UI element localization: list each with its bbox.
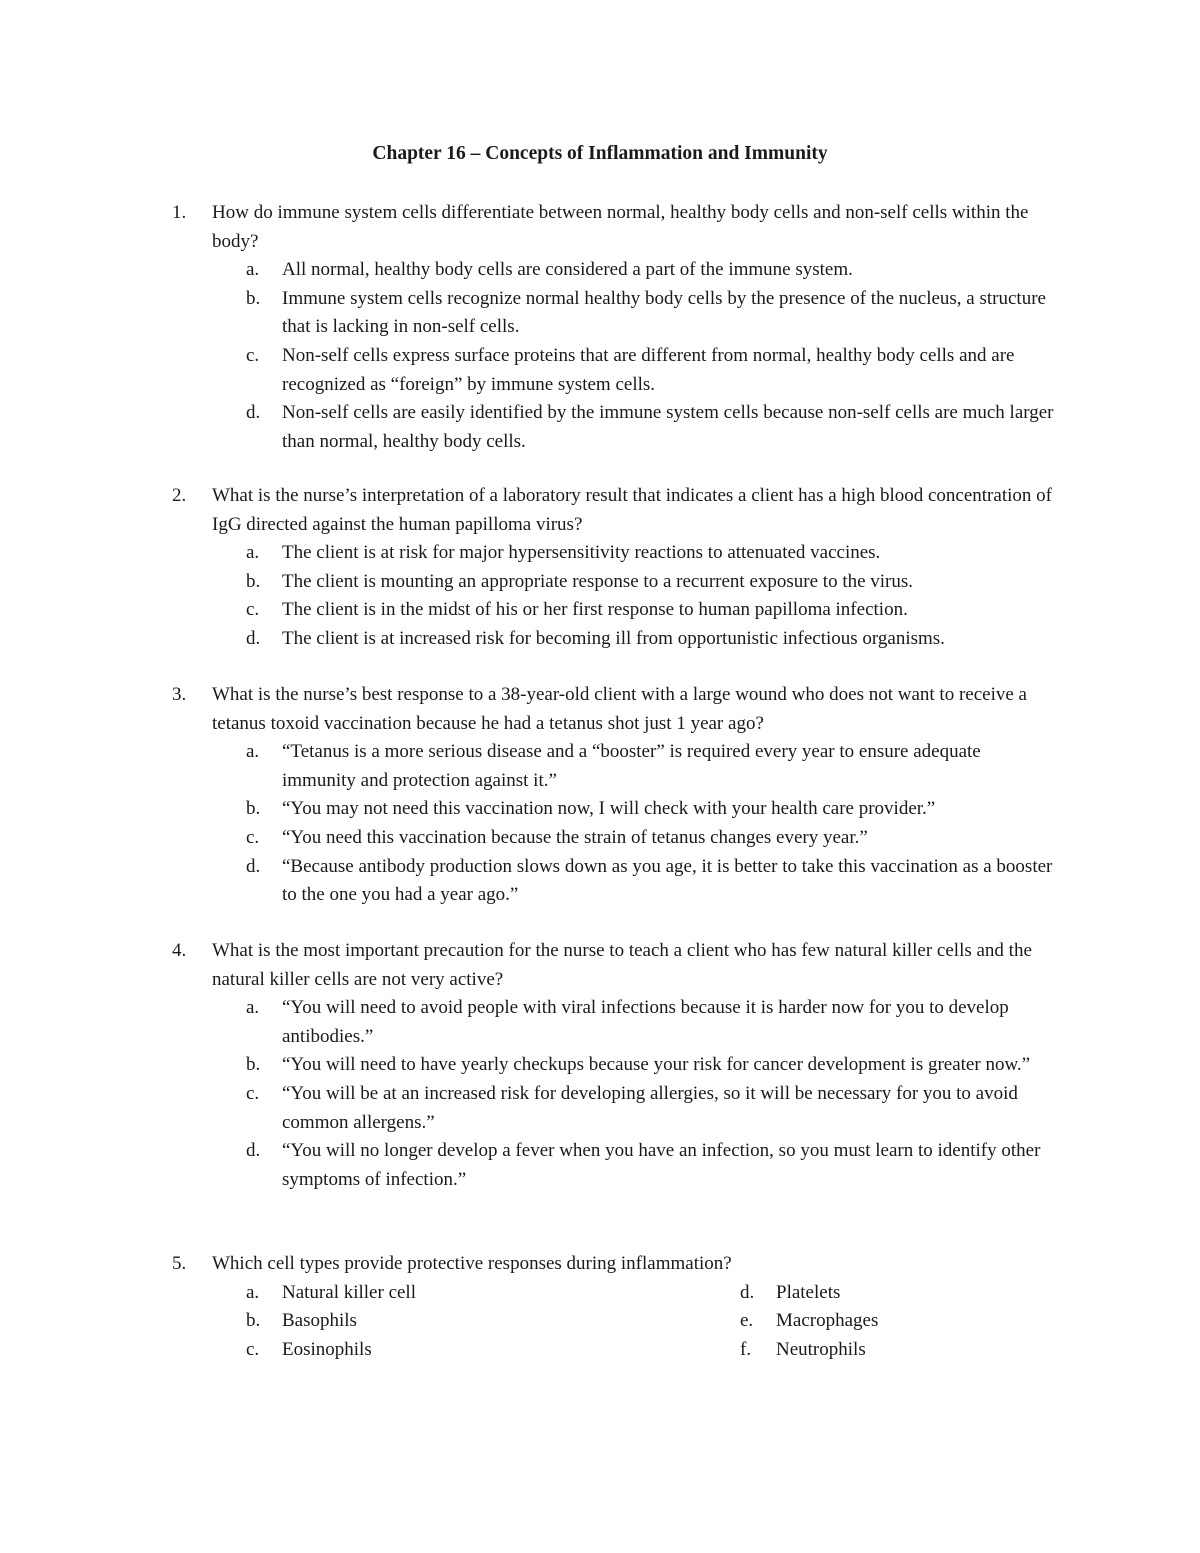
question-text: What is the nurse’s best response to a 38-year-old client with a large wound who does not want to receive a tetanus toxoid vaccination because he had a tetanus shot just 1 year ago? (212, 684, 1027, 734)
option-text: “You will need to have yearly checkups because your risk for cancer development is greater now.” (282, 1054, 1031, 1076)
option-text: “You will need to avoid people with viral infections because it is harder now for you to develop antibodies.” (282, 997, 1009, 1047)
option-text: Platelets (776, 1281, 841, 1303)
answer-option (244, 994, 1054, 1051)
option-letter: c. (246, 344, 260, 366)
option-letter: d. (246, 402, 261, 424)
option-text: The client is at increased risk for becoming ill from opportunistic infectious organisms. (282, 627, 945, 649)
answer-option (244, 738, 1054, 795)
answer-options (244, 994, 1054, 1194)
option-letter: c. (246, 1338, 260, 1360)
option-text: “Because antibody production slows down as you age, it is better to take this vaccination as a booster to the one you had a year ago.” (282, 855, 1053, 906)
option-text: Immune system cells recognize normal healthy body cells by the presence of the nucleus, a structure that is lacking in non-self cells. (282, 287, 1046, 338)
option-letter: c. (246, 826, 260, 848)
option-letter: b. (246, 798, 261, 820)
question-text: What is the most important precaution for the nurse to teach a client who has few natural killer cells and the natural killer cells are not very active? (212, 940, 1032, 990)
answer-option (244, 824, 1054, 853)
option-text: The client is at risk for major hypersensitivity reactions to attenuated vaccines. (282, 542, 881, 564)
option-letter: d. (740, 1281, 755, 1303)
question-3 (172, 681, 1062, 910)
option-letter: a. (246, 997, 260, 1019)
option-letter: e. (740, 1310, 754, 1332)
question-text: Which cell types provide protective responses during inflammation? (212, 1253, 732, 1274)
option-text: Basophils (282, 1310, 357, 1332)
option-letter: c. (246, 599, 260, 621)
answer-option (244, 1080, 1054, 1137)
answer-option (244, 853, 1054, 910)
question-1 (172, 199, 1062, 456)
option-text: “You will no longer develop a fever when you have an infection, so you must learn to identify other symptoms of infection.” (282, 1140, 1041, 1190)
answer-options (244, 539, 1054, 653)
option-text: Eosinophils (282, 1338, 372, 1360)
question-number: 5. (172, 1253, 187, 1274)
option-text: Non-self cells are easily identified by the immune system cells because non-self cells are much larger than normal, healthy body cells. (282, 402, 1054, 452)
answer-option (244, 795, 1054, 824)
option-letter: b. (246, 570, 261, 592)
answer-option (244, 256, 1054, 285)
answer-option (244, 539, 1054, 568)
answer-options (244, 738, 1054, 910)
question-number: 4. (172, 940, 187, 961)
option-letter: d. (246, 1140, 261, 1162)
answer-option (244, 596, 1054, 625)
answer-option (244, 399, 1054, 456)
option-text: “You may not need this vaccination now, I will check with your health care provider.” (282, 798, 936, 820)
option-text: Non-self cells express surface proteins that are different from normal, healthy body cells and are recognized as “foreign” by immune system cells. (282, 344, 1015, 395)
question-4 (172, 937, 1062, 1194)
option-text: Macrophages (776, 1310, 879, 1332)
answer-option (244, 285, 1054, 342)
option-text: Neutrophils (776, 1338, 866, 1360)
question-5 (172, 1250, 1062, 1364)
option-text: “You will be at an increased risk for developing allergies, so it will be necessary for you to avoid common allergens.” (282, 1082, 1018, 1133)
question-number: 2. (172, 485, 187, 506)
question-2 (172, 482, 1062, 654)
option-text: “You need this vaccination because the strain of tetanus changes every year.” (282, 826, 868, 848)
option-letter: c. (246, 1082, 260, 1104)
answer-options (244, 1279, 1062, 1365)
option-letter: b. (246, 287, 261, 309)
option-text: The client is mounting an appropriate response to a recurrent exposure to the virus. (282, 570, 914, 592)
option-letter: d. (246, 855, 261, 877)
question-number: 1. (172, 202, 187, 223)
answer-option (738, 1279, 1062, 1308)
answer-option (244, 568, 1054, 597)
option-letter: a. (246, 741, 260, 763)
answer-option (244, 625, 1054, 654)
page-title: Chapter 16 – Concepts of Inflammation and Immunity (372, 143, 828, 164)
answer-option (244, 1137, 1054, 1194)
answer-option (244, 1279, 738, 1308)
option-letter: d. (246, 627, 261, 649)
option-letter: a. (246, 1281, 260, 1303)
answer-option (244, 1307, 738, 1336)
option-letter: b. (246, 1054, 261, 1076)
answer-option (738, 1336, 1062, 1365)
answer-options (244, 256, 1054, 456)
question-text: How do immune system cells differentiate between normal, healthy body cells and non-self cells within the body? (212, 202, 1029, 252)
question-text: What is the nurse’s interpretation of a laboratory result that indicates a client has a high blood concentration of IgG directed against the human papilloma virus? (212, 485, 1052, 535)
answer-option (244, 1336, 738, 1365)
option-text: The client is in the midst of his or her first response to human papilloma infection. (282, 599, 908, 621)
option-letter: a. (246, 259, 260, 281)
answer-option (738, 1307, 1062, 1336)
answer-option (244, 1051, 1054, 1080)
option-letter: a. (246, 542, 260, 564)
option-letter: b. (246, 1310, 261, 1332)
answer-option (244, 342, 1054, 399)
option-text: All normal, healthy body cells are considered a part of the immune system. (282, 259, 853, 281)
question-number: 3. (172, 684, 187, 705)
option-text: “Tetanus is a more serious disease and a “booster” is required every year to ensure adequate immunity and protection against it.” (282, 741, 981, 791)
option-letter: f. (740, 1338, 752, 1360)
option-text: Natural killer cell (282, 1281, 416, 1303)
